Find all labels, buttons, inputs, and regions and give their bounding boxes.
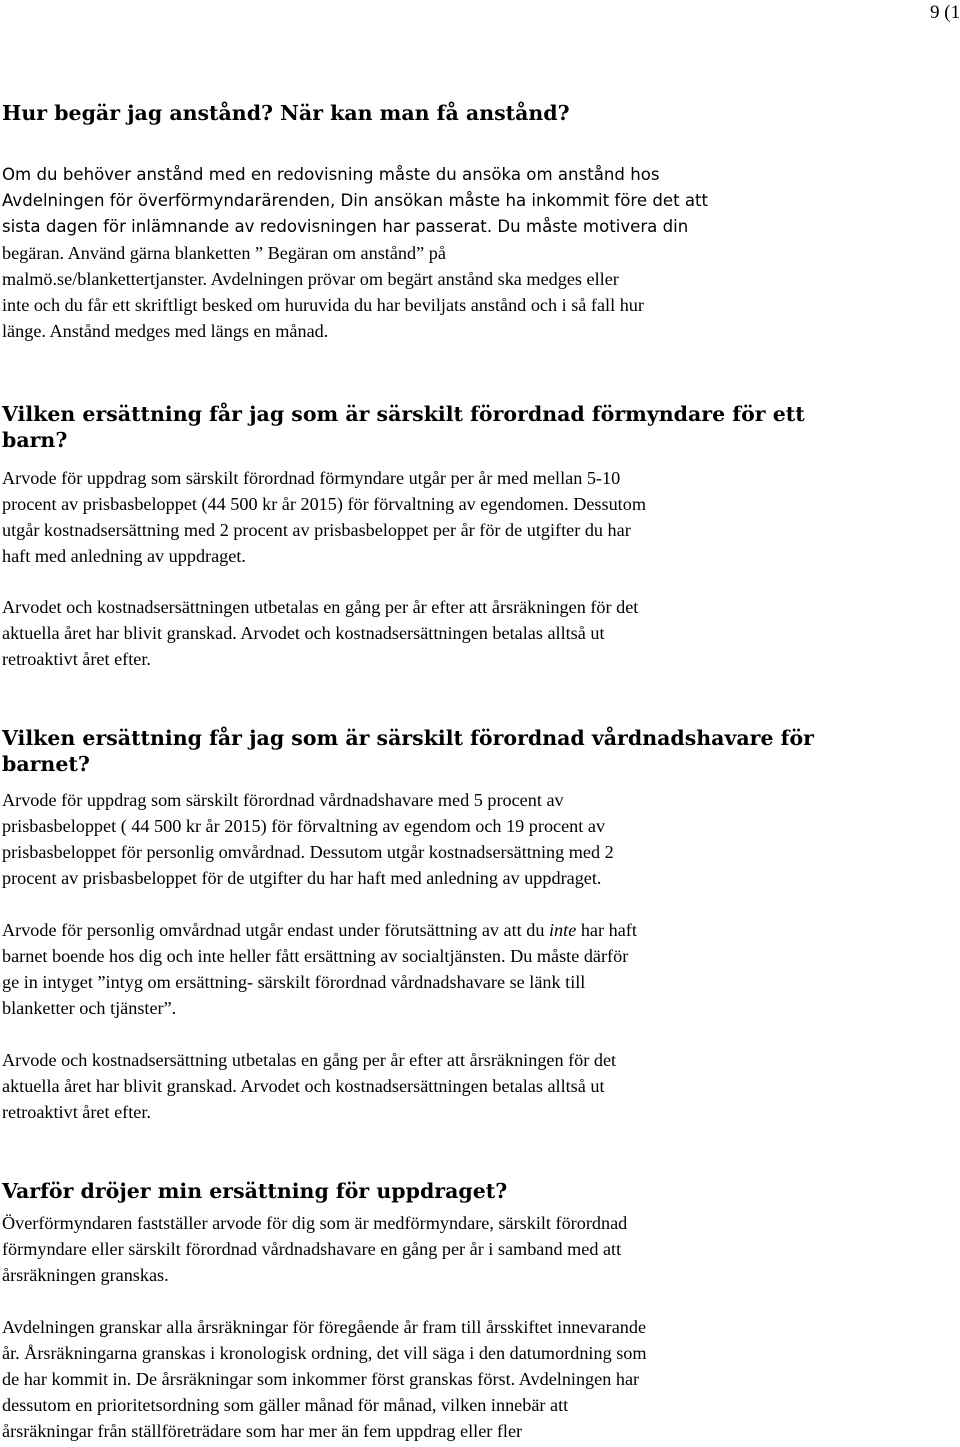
section-heading: Vilken ersättning får jag som är särskilt förordnad förmyndare för ett barn? [2,402,805,452]
section-heading: Varför dröjer min ersättning för uppdraget? [2,1179,508,1203]
paragraph: Arvodet och kostnadsersättningen utbetalas en gång per år efter att årsräkningen för det aktuella året har blivit granskad. Arvodet och kostnadsersättningen betalas alltså ut retroaktivt året efter. [2,597,639,669]
page-number: 9 (1 [930,2,960,23]
paragraph: Arvode för uppdrag som särskilt förordnad vårdnadshavare med 5 procent av prisbasbeloppet ( 44 500 kr år 2015) för förvaltning av egendom och 19 procent av prisbasbeloppet för personlig omvårdnad. Dessutom utgår kostnadsersättning med 2 procent av prisbasbeloppet för de utgifter du har haft med anledning av uppdraget. [2,790,614,888]
section-heading: Hur begär jag anstånd? När kan man få anstånd? [2,101,570,125]
section-heading: Vilken ersättning får jag som är särskilt förordnad vårdnadshavare för barnet? [2,726,814,776]
paragraph: Avdelningen granskar alla årsräkningar för föregående år fram till årsskiftet innevarande år. Årsräkningarna granskas i kronologisk ordning, det vill säga i den datumordning som de har kommit in. De årsräkningar som inkommer först granskas först. Avdelningen har dessutom en prioritetsordning som gäller månad för månad, vilken innebär att årsräkningar från ställföreträdare som har mer än fem uppdrag eller fler [2,1317,647,1441]
paragraph: Överförmyndaren fastställer arvode för dig som är medförmyndare, särskilt förordnad förmyndare eller särskilt förordnad vårdnadshavare en gång per år i samband med att årsräkningen granskas. [2,1213,628,1285]
paragraph: Arvode för personlig omvårdnad utgår endast under förutsättning av att du inte har haft barnet boende hos dig och inte heller fått ersättning av socialtjänsten. Du måste därför ge in intyget ”intyg om ersättning- särskilt förordnad vårdnadshavare se länk till blanketter och tjänster”. [2,920,637,1018]
paragraph: Om du behöver anstånd med en redovisning måste du ansöka om anstånd hos Avdelningen för överförmyndarärenden, Din ansökan måste ha inkommit före det att sista dagen för inlämnande av redovisningen har passerat. Du måste motivera din begäran. Använd gärna blanketten ” Begäran om anstånd” på malmö.se/blankettertjanster. Avdelningen prövar om begärt anstånd ska medges eller inte och du får ett skriftligt besked om huruvida du har beviljats anstånd och i så fall hur länge. Anstånd medges med längs en månad. [2,165,709,341]
emphasis-text: inte [549,920,577,940]
paragraph: Arvode och kostnadsersättning utbetalas en gång per år efter att årsräkningen för det aktuella året har blivit granskad. Arvodet och kostnadsersättningen betalas alltså ut retroaktivt året efter. [2,1050,617,1122]
paragraph: Arvode för uppdrag som särskilt förordnad förmyndare utgår per år med mellan 5-10 procent av prisbasbeloppet (44 500 kr år 2015) för förvaltning av egendomen. Dessutom utgår kostnadsersättning med 2 procent av prisbasbeloppet per år för de utgifter du har haft med anledning av uppdraget. [2,468,646,566]
